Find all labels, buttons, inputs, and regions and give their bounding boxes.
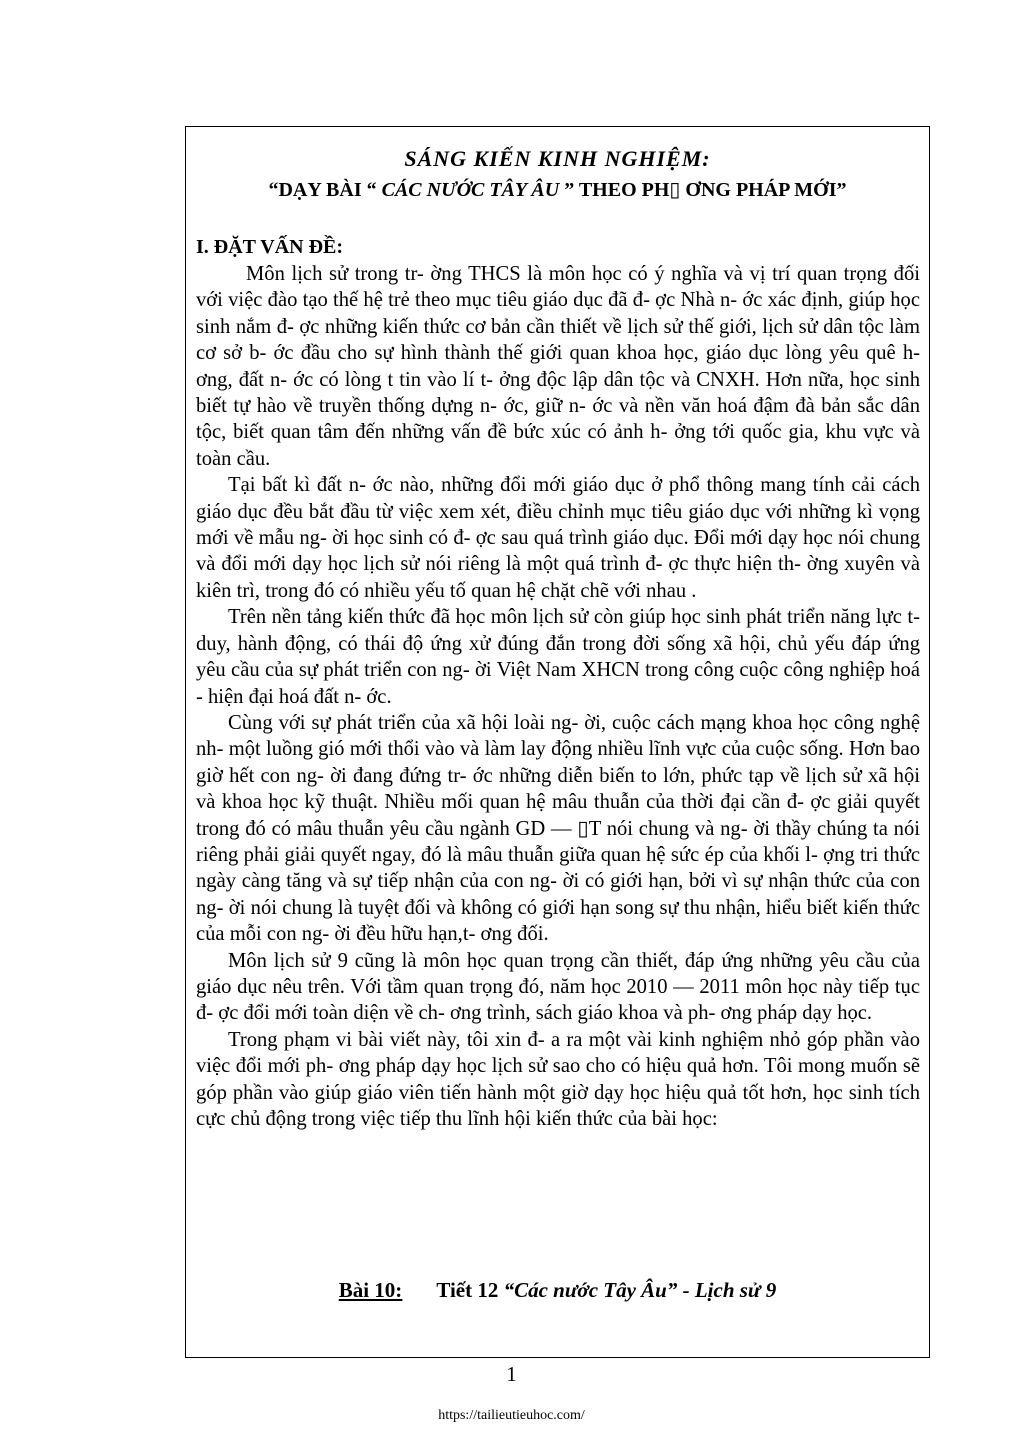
lesson-line <box>185 1278 930 1303</box>
lesson-number: Bài 10: <box>338 1278 403 1302</box>
body-text <box>196 261 920 1132</box>
section-heading: I. ĐẶT VẤN ĐỀ: <box>196 236 344 258</box>
paragraph-4: Cùng với sự phát triển của xã hội loài ng- ời, cuộc cách mạng khoa học công nghệ nh- một luồng gió mới thổi vào và làm lay động nhiều lĩnh vực của cuộc sống. Hơn bao giờ hết con ng- ời đang đứng tr- ớc những diễn biến to lớn, phức tạp về lịch sử xã hội và khoa học kỹ thuật. Nhiều mối quan hệ mâu thuẫn của thời đại cần đ- ợc giải quyết trong đó có mâu thuẫn yêu cầu ngành GD — ▯T nói chung và ng- ời thầy chúng ta nói riêng phải giải quyết ngay, đó là mâu thuẫn giữa quan hệ sức ép của khối l- ợng tri thức ngày càng tăng và sự tiếp nhận của con ng- ời có giới hạn, bởi vì sự nhận thức của con ng- ời nói chung là tuyệt đối và không có giới hạn song sự thu nhận, hiểu biết kiến thức của mỗi con ng- ời đều hữu hạn,t- ơng đối. <box>196 711 920 946</box>
page-number: 1 <box>506 1362 517 1386</box>
footer-url[interactable]: https://tailieutieuhoc.com/ <box>438 1408 585 1423</box>
paragraph-5: Môn lịch sử 9 cũng là môn học quan trọng cần thiết, đáp ứng những yêu cầu của giáo dục nêu trên. Với tầm quan trọng đó, năm học 2010 — 2011 môn học này tiếp tục đ- ợc đổi mới toàn diện về ch- ơng trình, sách giáo khoa và ph- ơng pháp dạy học. <box>196 949 920 1025</box>
subtitle-suffix: ” THEO PH▯ ƠNG PHÁP MỚI” <box>564 179 847 201</box>
paragraph-3: Trên nền tảng kiến thức đã học môn lịch sử còn giúp học sinh phát triển năng lực t- duy, hành động, có thái độ ứng xử đúng đắn trong đời sống xã hội, chủ yếu đáp ứng yêu cầu của sự phát triển con ng- ời Việt Nam XHCN trong công cuộc công nghiệp hoá - hiện đại hoá đất n- ớc. <box>196 606 920 708</box>
subtitle-prefix: “DẠY BÀI “ <box>268 179 377 201</box>
subtitle-lesson-name: CÁC NƯỚC TÂY ÂU <box>376 179 565 201</box>
paragraph-6: Trong phạm vi bài viết này, tôi xin đ- a ra một vài kinh nghiệm nhỏ góp phần vào việc đổi mới ph- ơng pháp dạy học lịch sử sao cho có hiệu quả hơn. Tôi mong muốn sẽ góp phần vào giúp giáo viên tiến hành một giờ dạy học hiệu quả tốt hơn, học sinh tích cực chủ động trong việc tiếp thu lĩnh hội kiến thức của bài học: <box>196 1028 920 1130</box>
lesson-period: Tiết 12 <box>436 1278 504 1302</box>
document-title: SÁNG KIẾN KINH NGHIỆM: <box>404 146 711 171</box>
paragraph-1: Môn lịch sử trong tr- ờng THCS là môn học có ý nghĩa và vị trí quan trọng đối với việc đào tạo thế hệ trẻ theo mục tiêu giáo dục đã đ- ợc Nhà n- ớc xác định, giúp học sinh nắm đ- ợc những kiến thức cơ bản cần thiết về lịch sử thế giới, lịch sử dân tộc làm cơ sở b- ớc đầu cho sự hình thành thế giới quan khoa học, giáo dục lòng yêu quê h- ơng, đất n- ớc có lòng t tin vào lí t- ởng độc lập dân tộc và CNXH. Hơn nữa, học sinh biết tự hào về truyền thống dựng n- ớc, giữ n- ớc và nền văn hoá đậm đà bản sắc dân tộc, biết quan tâm đến những vấn đề bức xúc có ảnh h- ởng tới quốc gia, khu vực và toàn cầu. <box>196 263 920 470</box>
paragraph-2: Tại bất kì đất n- ớc nào, những đổi mới giáo dục ở phổ thông mang tính cải cách giáo dục đều bắt đầu từ việc xem xét, điều chỉnh mục tiêu giáo dục với những kì vọng mới về mẫu ng- ời học sinh có đ- ợc sau quá trình giáo dục. Đổi mới dạy học nói chung và đổi mới dạy học lịch sử nói riêng là một quá trình đ- ợc thực hiện th- ờng xuyên và kiên trì, trong đó có nhiều yếu tố quan hệ chặt chẽ với nhau . <box>196 474 920 602</box>
lesson-title: “Các nước Tây Âu” - Lịch sử 9 <box>503 1278 777 1302</box>
document-subtitle <box>185 177 930 202</box>
